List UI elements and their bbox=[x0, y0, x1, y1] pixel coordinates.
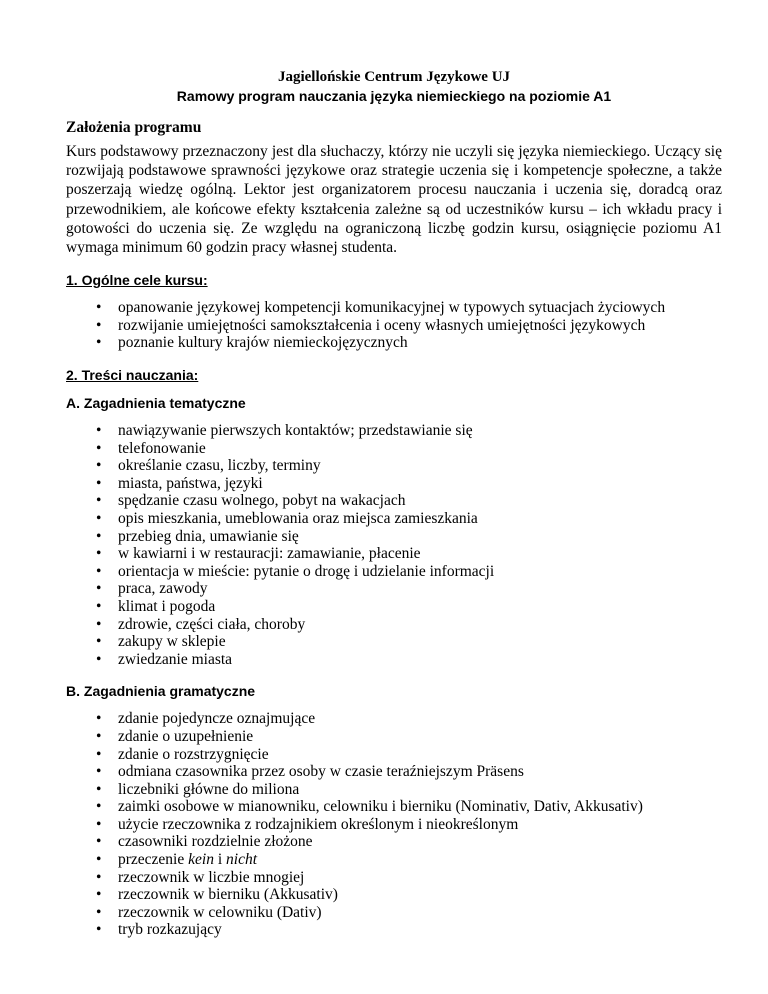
bullet: • bbox=[96, 316, 102, 334]
bullet: • bbox=[96, 492, 102, 510]
list-item: • tryb rozkazujący bbox=[96, 921, 222, 939]
bullet: • bbox=[96, 422, 102, 439]
bullet: • bbox=[96, 815, 102, 833]
goals-heading: 1. Ogólne cele kursu: bbox=[66, 272, 208, 289]
intro-paragraph: Kurs podstawowy przeznaczony jest dla słuchaczy, którzy nie uczyli się języka niemieckiego. Uczący się rozwijają podstawowe sprawności językowe oraz strategie uczenia się i kompetencje społeczne, a także poszerzają wiedzę ogólną. Lektor jest organizatorem procesu nauczania i uczenia się, doradcą oraz przewodnikiem, ale końcowe efekty kształcenia zależne są od uczestników kursu – ich wkładu pracy i gotowości do uczenia się. Ze względu na ograniczoną liczbę godzin kursu, osiągnięcie poziomu A1 wymaga minimum 60 godzin pracy własnej studenta. bbox=[66, 143, 722, 257]
list-item: • czasowniki rozdzielnie złożone bbox=[96, 833, 313, 851]
list-item: • zdanie o rozstrzygnięcie bbox=[96, 745, 269, 763]
list-item: • odmiana czasownika przez osoby w czasie teraźniejszym Präsens bbox=[96, 763, 524, 781]
goals-list bbox=[66, 299, 722, 352]
list-item: • nawiązywanie pierwszych kontaktów; przedstawianie się bbox=[96, 422, 473, 439]
bullet: • bbox=[96, 562, 102, 580]
list-item: • poznanie kultury krajów niemieckojęzycznych bbox=[96, 334, 408, 352]
grammar-list bbox=[66, 710, 722, 939]
content-heading: 2. Treści nauczania: bbox=[66, 367, 199, 383]
bullet: • bbox=[96, 780, 102, 798]
list-item: • użycie rzeczownika z rodzajnikiem określonym i nieokreślonym bbox=[96, 815, 519, 833]
list-item: • orientacja w mieście: pytanie o drogę i udzielanie informacji bbox=[96, 562, 495, 580]
bullet: • bbox=[96, 580, 102, 598]
list-item: • przeczenie kein i nicht bbox=[96, 851, 258, 869]
negation-kein: kein bbox=[188, 851, 214, 869]
list-item: • opis mieszkania, umeblowania oraz miejsca zamieszkania bbox=[96, 509, 478, 527]
list-item: • zdanie o uzupełnienie bbox=[96, 727, 254, 745]
list-item: • telefonowanie bbox=[96, 439, 206, 457]
document-header bbox=[66, 68, 722, 106]
bullet: • bbox=[96, 710, 102, 728]
list-item: • rozwijanie umiejętności samokształcenia i oceny własnych umiejętności językowych bbox=[96, 316, 646, 334]
program-title: Ramowy program nauczania języka niemieckiego na poziomie A1 bbox=[176, 88, 612, 104]
list-item: • w kawiarni i w restauracji: zamawianie, płacenie bbox=[96, 545, 421, 563]
bullet: • bbox=[96, 886, 102, 904]
list-item: • zwiedzanie miasta bbox=[96, 650, 233, 668]
list-item: • rzeczownik w bierniku (Akkusativ) bbox=[96, 886, 338, 904]
bullet: • bbox=[96, 597, 102, 615]
bullet: • bbox=[96, 633, 102, 651]
bullet: • bbox=[96, 474, 102, 492]
list-item: • rzeczownik w celowniku (Dativ) bbox=[96, 903, 322, 921]
list-item: • spędzanie czasu wolnego, pobyt na wakacjach bbox=[96, 492, 406, 510]
list-item: • zakupy w sklepie bbox=[96, 633, 226, 651]
negation-nicht: nicht bbox=[226, 851, 258, 869]
bullet: • bbox=[96, 650, 102, 668]
thematic-list bbox=[66, 422, 722, 668]
bullet: • bbox=[96, 833, 102, 851]
bullet: • bbox=[96, 868, 102, 886]
bullet: • bbox=[96, 921, 102, 939]
bullet: • bbox=[96, 457, 102, 475]
bullet: • bbox=[96, 439, 102, 457]
bullet: • bbox=[96, 299, 102, 317]
list-item: • liczebniki główne do miliona bbox=[96, 780, 300, 798]
intro-heading: Założenia programu bbox=[66, 119, 202, 136]
list-item: • klimat i pogoda bbox=[96, 597, 216, 615]
list-item: • rzeczownik w liczbie mnogiej bbox=[96, 868, 305, 886]
bullet: • bbox=[96, 545, 102, 563]
list-item: • określanie czasu, liczby, terminy bbox=[96, 457, 321, 475]
list-item: • zdanie pojedyncze oznajmujące bbox=[96, 710, 316, 728]
list-item: • praca, zawody bbox=[96, 580, 208, 598]
bullet: • bbox=[96, 727, 102, 745]
thematic-heading: A. Zagadnienia tematyczne bbox=[66, 395, 246, 411]
institution-title: Jagiellońskie Centrum Językowe UJ bbox=[277, 69, 511, 85]
grammar-heading: B. Zagadnienia gramatyczne bbox=[66, 683, 256, 700]
bullet: • bbox=[96, 334, 102, 352]
list-item: • przebieg dnia, umawianie się bbox=[96, 527, 299, 545]
bullet: • bbox=[96, 851, 102, 869]
bullet: • bbox=[96, 745, 102, 763]
bullet: • bbox=[96, 527, 102, 545]
list-item: • zaimki osobowe w mianowniku, celowniku i bierniku (Nominativ, Dativ, Akkusativ) bbox=[96, 798, 643, 816]
bullet: • bbox=[96, 615, 102, 633]
list-item: • zdrowie, części ciała, choroby bbox=[96, 615, 306, 633]
bullet: • bbox=[96, 903, 102, 921]
bullet: • bbox=[96, 798, 102, 816]
list-item: • miasta, państwa, języki bbox=[96, 474, 263, 492]
list-item: • opanowanie językowej kompetencji komunikacyjnej w typowych sytuacjach życiowych bbox=[96, 299, 666, 317]
bullet: • bbox=[96, 509, 102, 527]
bullet: • bbox=[96, 763, 102, 781]
